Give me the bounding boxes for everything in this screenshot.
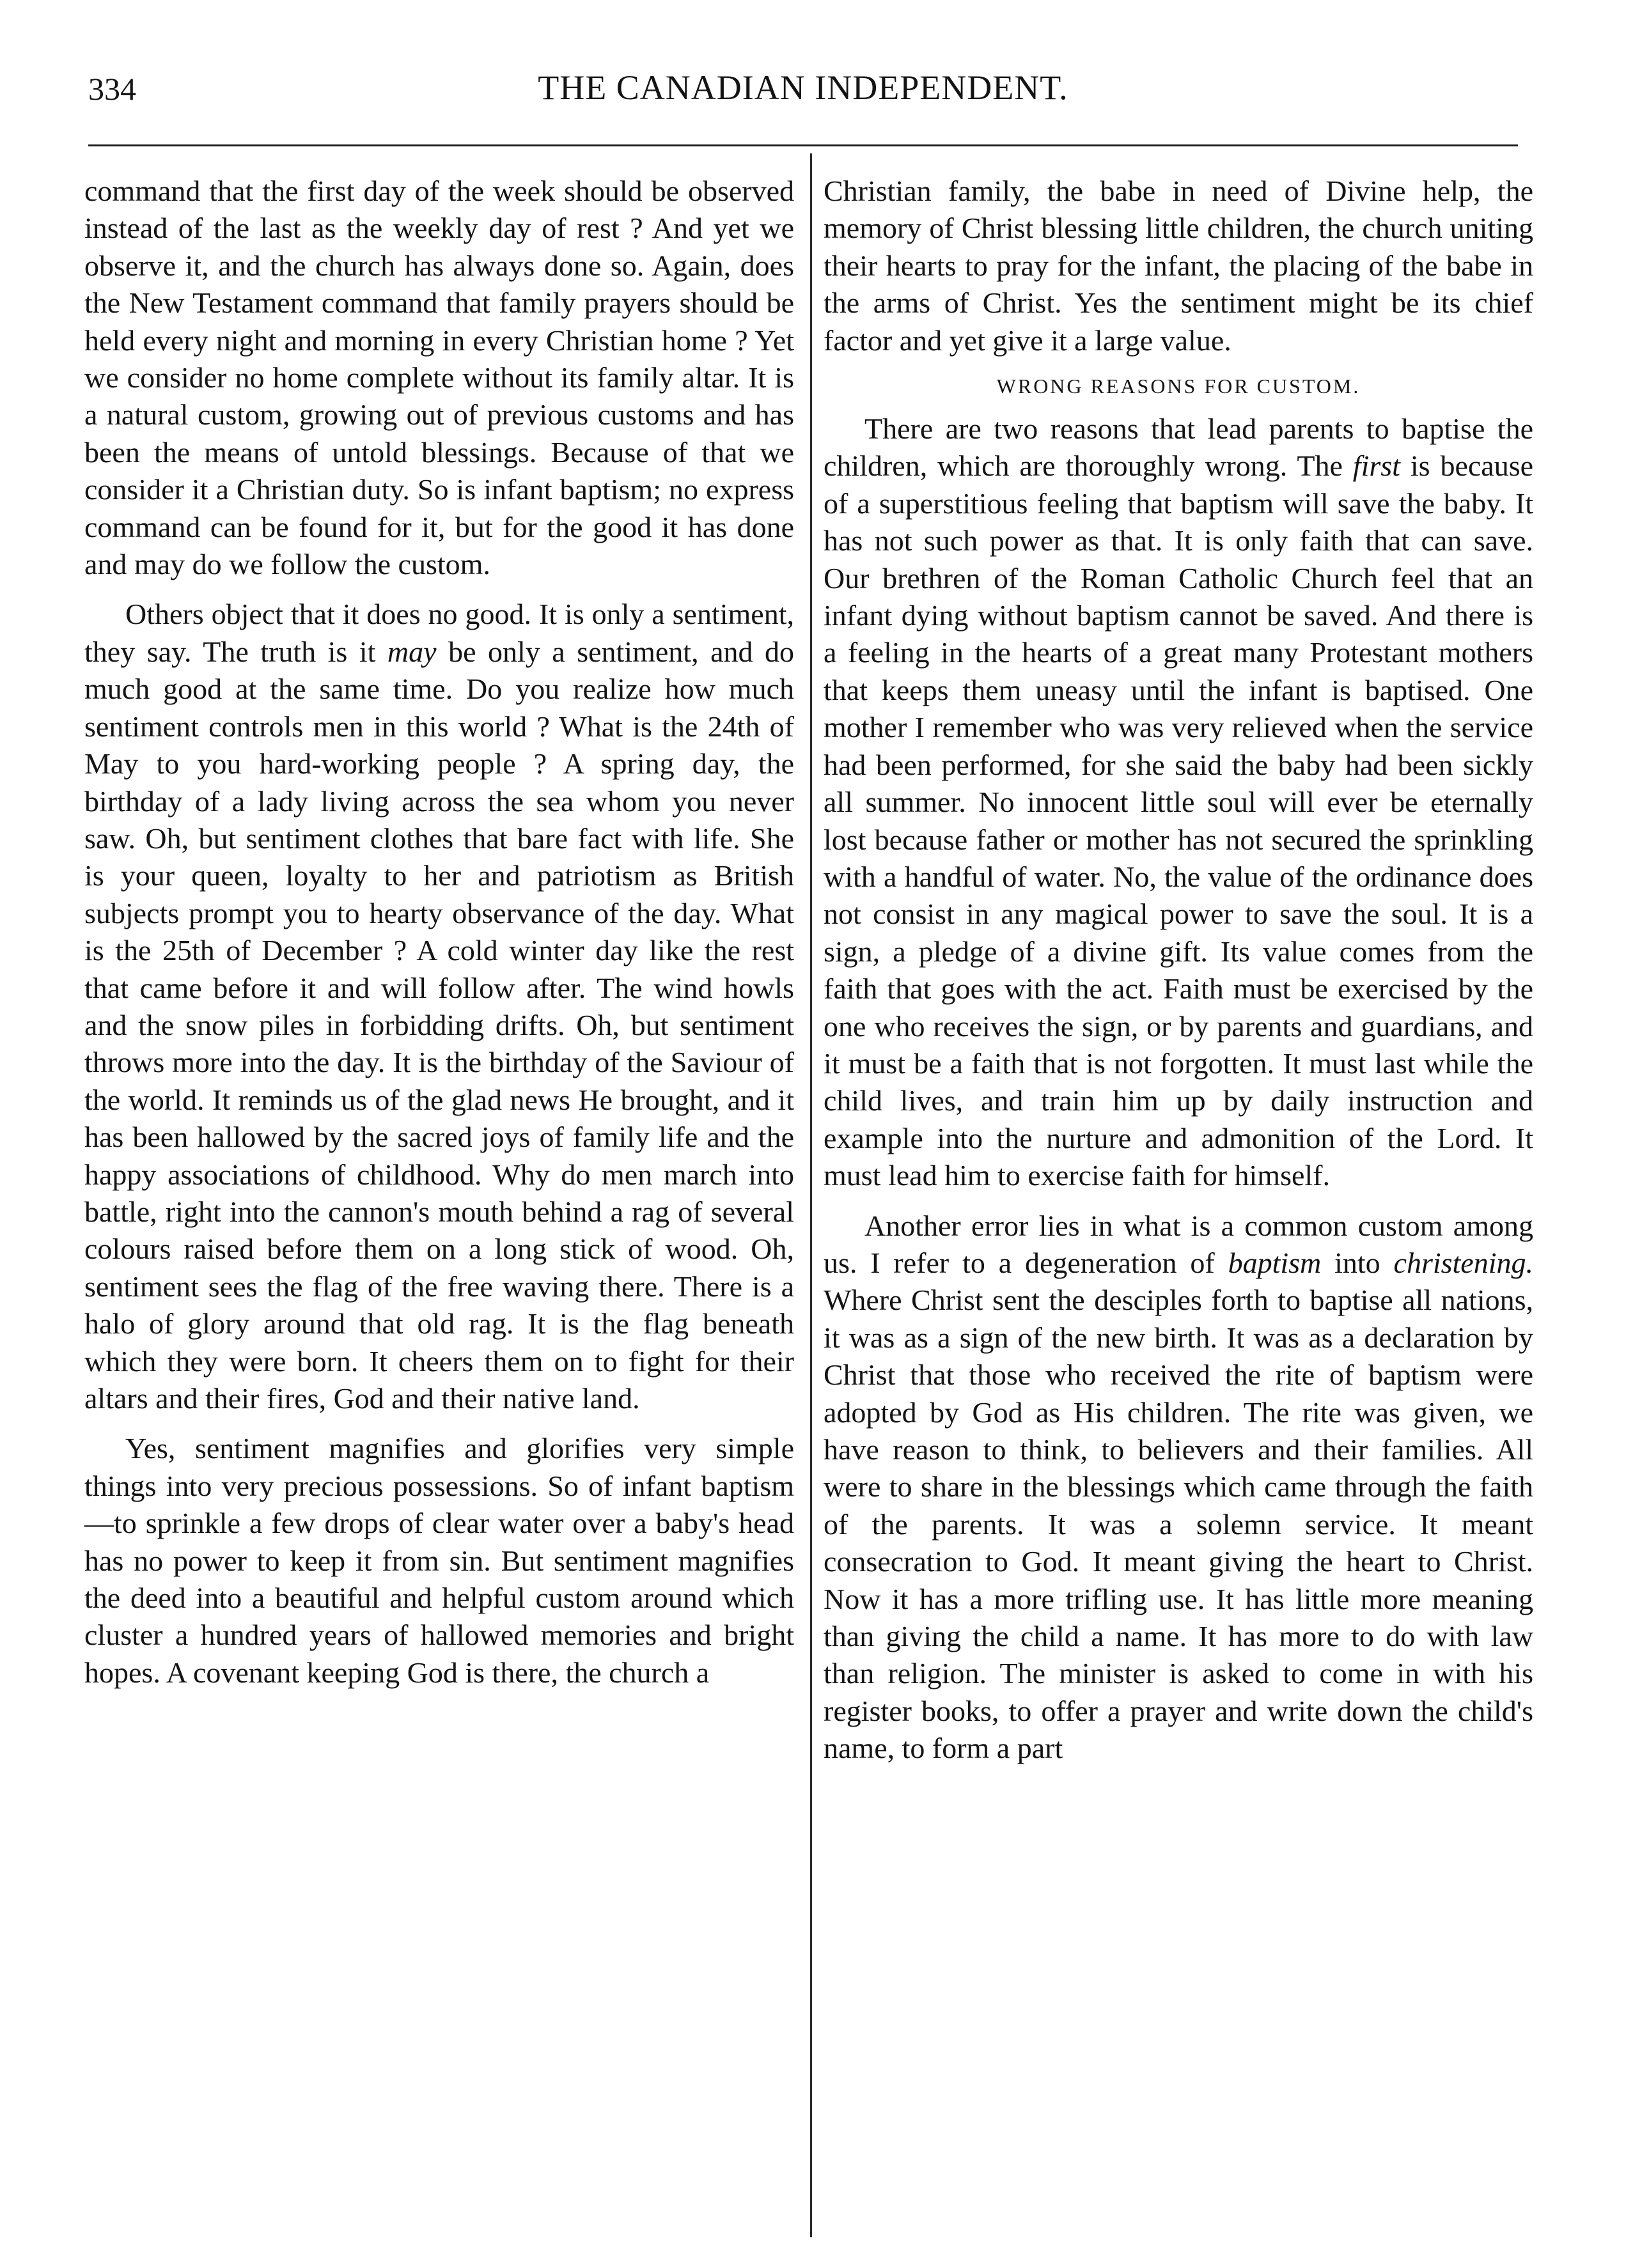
paragraph-text: is because of a superstitious feeling that baptism will save the baby. It has not such power as that. It is only faith that can save. Our brethren of the Roman Catholic Church feel that an infant dying without baptism cannot be saved. And there is a feeling in the hearts of a great many Protestant mothers that keeps them uneasy until the infant is baptised. One mother I remember who was very relieved when the service had been performed, for she said the baby had been sickly all summer. No innocent little soul will ever be eternally lost because father or mother has not secured the sprinkling with a handful of water. No, the value of the ordinance does not consist in any magical power to save the soul. It is a sign, a pledge of a divine gift. Its value comes from the faith that goes with the act. Faith must be exercised by the one who receives the sign, or by parents and guardians, and it must be a faith that is not forgotten. It must last while the child lives, and train him up by daily instruction and example into the nurture and admonition of the Lord. It must lead him to exercise faith for himself. [824,449,1534,1192]
paragraph [824,1208,1533,1767]
paragraph [824,410,1533,1195]
page-header [88,59,1518,123]
paragraph: command that the first day of the week should be observed instead of the last as the weekly day of rest ? And yet we observe it, and the church has always done so. Again, does the New Testament command that family prayers should be held every night and morning in every Christian home ? Yet we consider no home complete without its family altar. It is a natural custom, growing out of previous customs and has been the means of untold blessings. Because of that we consider it a Christian duty. So is infant baptism; no express command can be found for it, but for the good it has done and may do we follow the custom. [84,175,794,581]
left-column [84,173,794,1691]
section-heading: WRONG REASONS FOR CUSTOM. [996,375,1361,398]
paragraph: Yes, sentiment magnifies and glorifies very simple things into very precious possessions. So of infant baptism—to sprinkle a few drops of clear water over a baby's head has no power to keep it from sin. But sentiment magnifies the deed into a beautiful and helpful custom around which cluster a hundred years of hallowed memories and bright hopes. A covenant keeping God is there, the church a [84,1432,794,1689]
emphasis: christening. [1393,1246,1534,1279]
paragraph-text: Another error lies in what is a common custom among us. I refer to a degeneration of [824,1209,1533,1279]
emphasis: may [387,635,437,668]
paragraph-text: Others object that it does no good. It is only a sentiment, they say. The truth is it [84,598,794,668]
running-title: THE CANADIAN INDEPENDENT. [538,68,1068,107]
paragraph [84,596,794,1417]
right-column [824,173,1533,1767]
paragraph-text: be only a sentiment, and do much good at the same time. Do you realize how much sentiment controls men in this world ? What is the 24th of May to you hard-working people ? A spring day, the birthday of a lady living across the sea whom you never saw. Oh, but sentiment clothes that bare fact with life. She is your queen, loyalty to her and patriotism as British subjects prompt you to hearty observance of the day. What is the 25th of December ? A cold winter day like the rest that came before it and will follow after. The wind howls and the snow piles in forbidding drifts. Oh, but sentiment throws more into the day. It is the birthday of the Saviour of the world. It reminds us of the glad news He brought, and it has been hallowed by the sacred joys of family life and the happy associations of childhood. Why do men march into battle, right into the cannon's mouth behind a rag of several colours raised before them on a long stick of wood. Oh, sentiment sees the flag of the free waving there. There is a halo of glory around that old rag. It is the flag beneath which they were born. It cheers them on to fight for their altars and their fires, God and their native land. [84,635,795,1415]
paragraph: Christian family, the babe in need of Divine help, the memory of Christ blessing little children, the church uniting their hearts to pray for the infant, the placing of the babe in the arms of Christ. Yes the sentiment might be its chief factor and yet give it a large value. [824,175,1533,357]
column-divider [810,153,812,2237]
emphasis: first [1352,449,1400,483]
header-rule [88,144,1518,146]
paragraph-text: There are two reasons that lead parents to baptise the children, which are thoroughly wrong. The [824,412,1533,483]
paragraph-text: Where Christ sent the desciples forth to baptise all nations, it was as a sign of the new birth. It was as a declaration by Christ that those who received the rite of baptism were adopted by God as His children. The rite was given, we have reason to think, to believers and their families. All were to share in the blessings which came through the faith of the parents. It was a solemn service. It meant consecration to God. It meant giving the heart to Christ. Now it has a more trifling use. It has little more meaning than giving the child a name. It has more to do with law than religion. The minister is asked to come in with his register books, to offer a prayer and write down the child's name, to form a part [824,1284,1533,1765]
emphasis: baptism [1228,1246,1322,1279]
page-number: 334 [88,71,136,107]
paragraph-text: into [1334,1246,1380,1279]
